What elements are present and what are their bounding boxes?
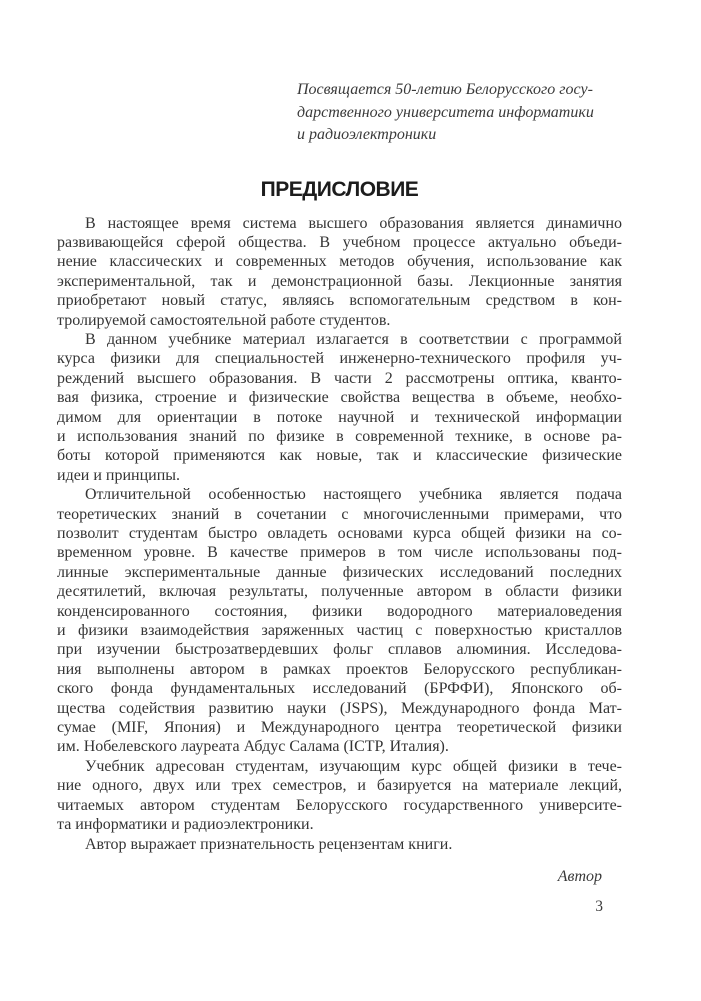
body-line: читаемых автором студентам Белорусского государственного университе- [57, 796, 622, 814]
body-line: нение классических и современных методов обучения, использование как [57, 253, 622, 271]
body-line: димом для ориентации в потоке научной и технической информации [57, 408, 622, 426]
chapter-title: ПРЕДИСЛОВИЕ [260, 177, 419, 201]
dedication-line: и радиоэлектроники [297, 126, 437, 143]
author-signature: Автор [557, 867, 602, 885]
body-line: ского фонда фундаментальных исследований (БРФФИ), Японского об- [57, 680, 622, 698]
body-line: приобретают новый статус, являясь вспомогательным средством в кон- [57, 292, 622, 310]
dedication-line: дарственного университета информатики [297, 103, 594, 121]
body-line: курса физики для специальностей инженерно-технического профиля уч- [57, 350, 622, 368]
paragraph [57, 757, 622, 835]
body-line: линные экспериментальные данные физических исследований последних [57, 563, 622, 581]
body-line: Отличительной особенностью настоящего учебника является подача [85, 486, 622, 504]
body-line: реждений высшего образования. В части 2 рассмотрены оптика, кванто- [57, 369, 622, 387]
body-line: тролируемой самостоятельной работе студентов. [57, 311, 391, 329]
body-line: Учебник адресован студентам, изучающим курс общей физики в тече- [85, 757, 622, 775]
body-line: вая физика, строение и физические свойства вещества в объеме, необхо- [57, 389, 622, 407]
dedication-epigraph [297, 79, 622, 147]
body-line: позволит студентам быстро овладеть основами курса общей физики на со- [57, 525, 622, 542]
body-line: Автор выражает признательность рецензентам книги. [85, 835, 453, 853]
body-line: сумае (MIF, Япония) и Международного центра теоретической физики [57, 719, 622, 737]
body-line: ние одного, двух или трех семестров, и базируется на материале лекций, [57, 777, 622, 795]
body-line: и использования знаний по физике в современной технике, в основе ра- [57, 427, 622, 445]
text-column [57, 0, 622, 916]
body-line: экспериментальной, так и демонстрационной базы. Лекционные занятия [57, 272, 622, 290]
body-line: идеи и принципы. [57, 466, 181, 484]
body-line: боты которой применяются как новые, так и классические физические [57, 447, 622, 465]
paragraph [57, 835, 622, 854]
body-line: конденсированного состояния, физики водородного материаловедения [57, 602, 622, 620]
body-line: В данном учебнике материал излагается в соответствии с программой [85, 330, 622, 348]
body-text [57, 214, 622, 854]
body-line: В настоящее время система высшего образования является динамично [85, 214, 622, 232]
body-line: щества содействия развитию науки (JSPS), Международного фонда Мат- [57, 699, 622, 717]
body-line: при изучении быстрозатвердевших фольг сплавов алюминия. Исследова- [57, 641, 622, 659]
body-line: ния выполнены автором в рамках проектов Белорусского республикан- [57, 660, 622, 678]
body-line: временном уровне. В качестве примеров в том числе использованы под- [57, 544, 622, 562]
paragraph [57, 485, 622, 757]
body-line: им. Нобелевского лауреата Абдус Салама (ICTP, Италия). [57, 738, 449, 756]
body-line: развивающейся сферой общества. В учебном процессе актуально объеди- [57, 233, 622, 251]
page-number: 3 [595, 898, 603, 916]
dedication-line: Посвящается 50-летию Белорусского госу- [297, 81, 593, 98]
body-line: теоретических знаний в сочетании с многочисленными примерами, что [57, 505, 622, 523]
paragraph [57, 214, 622, 330]
body-line: десятилетий, включая результаты, полученные автором в области физики [57, 583, 622, 601]
body-line: и физики взаимодействия заряженных частиц с поверхностью кристаллов [57, 622, 622, 640]
paragraph [57, 330, 622, 485]
body-line: та информатики и радиоэлектроники. [57, 816, 314, 834]
